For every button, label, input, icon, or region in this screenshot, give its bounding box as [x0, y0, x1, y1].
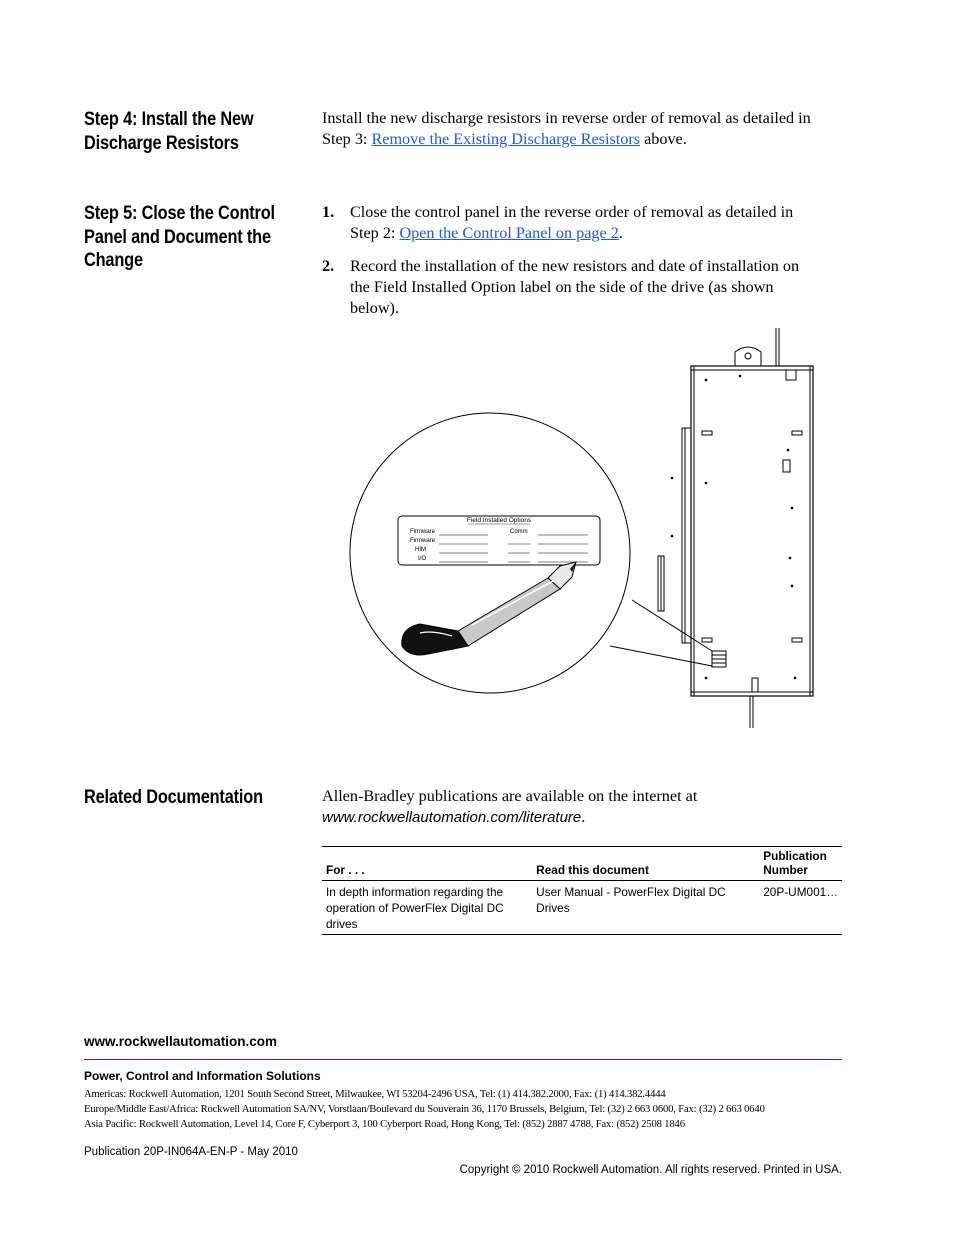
step5-item2-line1: Record the installation of the new resistors and date of installation on: [350, 257, 800, 275]
cell-for: In depth information regarding the operation of PowerFlex Digital DC drives: [322, 881, 532, 935]
step5-item-2: [322, 256, 852, 317]
label-row-firmware-2: Firmware: [410, 538, 435, 544]
item-number: 1.: [322, 203, 335, 221]
footer-address-asia: Asia Pacific: Rockwell Automation, Level 14, Core F, Cyberport 3, 100 Cyberport Road, Hong Kong, Tel: (852) 2887 4788, Fax: (852) 2508 1846: [84, 1119, 685, 1130]
label-row-him: HIM: [415, 547, 426, 553]
step5-heading-line3: Change: [84, 250, 143, 271]
step4-heading-line1: Step 4: Install the New: [84, 109, 254, 130]
footer-division: Power, Control and Information Solutions: [84, 1069, 321, 1083]
drive-label-illustration: [340, 328, 840, 733]
step5-heading-line2: Panel and Document the: [84, 226, 271, 248]
remove-resistors-link[interactable]: Remove the Existing Discharge Resistors: [371, 130, 641, 148]
footer-address-emea: Europe/Middle East/Africa: Rockwell Automation SA/NV, Vorstlaan/Boulevard du Souverain 36, 1170 Brussels, Belgium, Tel: (32) 2 663 0600, Fax: (32) 2 663 0640: [84, 1104, 765, 1115]
label-comm: Comm: [510, 529, 528, 535]
step5-item2-line3: below).: [350, 299, 399, 317]
step5-heading: [84, 202, 275, 273]
step4-text-suffix: above.: [640, 130, 687, 148]
label-row-io: I/O: [417, 556, 426, 562]
col-header-publication: Publication Number: [759, 847, 842, 881]
cell-document: User Manual - PowerFlex Digital DC Drives: [532, 881, 759, 935]
step5-item1-line1: Close the control panel in the reverse order of removal as detailed in: [350, 203, 794, 221]
step5-item1-prefix: Step 2:: [350, 224, 400, 242]
step4-text-line1: Install the new discharge resistors in reverse order of removal as detailed in: [322, 109, 811, 127]
literature-link[interactable]: www.rockwellautomation.com/literature: [322, 809, 582, 826]
related-documents-table: [322, 846, 842, 935]
step4-text-prefix: Step 3:: [322, 130, 372, 148]
step5-item-1: [322, 202, 852, 242]
step5-item1-line2: [350, 223, 840, 244]
col-header-read: Read this document: [532, 847, 759, 881]
footer-rule: [84, 1059, 842, 1060]
col-header-for: For . . .: [322, 847, 532, 881]
step4-heading-line2: Discharge Resistors: [84, 132, 239, 154]
related-intro-line1: Allen-Bradley publications are available on the internet at: [322, 787, 698, 805]
step4-heading: [84, 108, 253, 155]
cell-publication-number: 20P-UM001…: [759, 881, 842, 935]
table-header-row: [322, 847, 842, 881]
step4-text-line2: [322, 129, 852, 150]
label-title: Field Installed Options: [466, 517, 532, 524]
step4-text: [322, 108, 852, 150]
step5-heading-line1: Step 5: Close the Control: [84, 203, 275, 224]
footer-copyright: Copyright © 2010 Rockwell Automation. All rights reserved. Printed in USA.: [459, 1164, 842, 1176]
step5-item1-suffix: .: [618, 224, 623, 242]
item-number: 2.: [322, 257, 335, 275]
related-url-suffix: .: [581, 808, 586, 826]
footer-address-americas: Americas: Rockwell Automation, 1201 South Second Street, Milwaukee, WI 53204-2496 USA, Tel: (1) 414.382.2000, Fax: (1) 414.382.4444: [84, 1089, 666, 1100]
table-row: [322, 881, 842, 935]
open-control-panel-link[interactable]: Open the Control Panel on page 2: [399, 224, 619, 242]
related-intro-line2: [322, 807, 852, 828]
footer-website: www.rockwellautomation.com: [84, 1034, 278, 1049]
related-intro: [322, 786, 852, 828]
footer-publication: Publication 20P-IN064A-EN-P - May 2010: [84, 1146, 298, 1158]
step5-item2-line2: the Field Installed Option label on the side of the drive (as shown: [350, 278, 774, 296]
label-row-firmware-1: Firmware: [410, 529, 435, 535]
related-documentation-heading: Related Documentation: [84, 787, 263, 808]
